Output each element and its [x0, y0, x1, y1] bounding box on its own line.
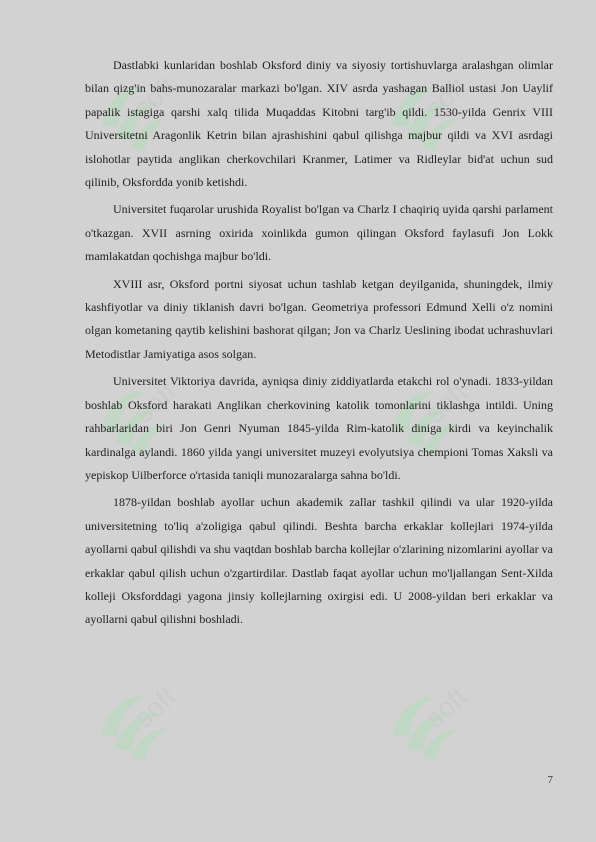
watermark-text: soft — [127, 70, 182, 124]
paragraph: Universitet fuqarolar urushida Royalist bo'lgan va Charlz I chaqiriq uyida qarshi parlament o'tkazgan. XVII asrning oxirida xoinlikda gumon qilingan Oksford faylasufi Jon Lokk mamlakatdan qochishga majbur bo'ldi. — [85, 202, 553, 264]
green-logo-watermark-icon — [64, 650, 214, 800]
paragraph: 1878-yildan boshlab ayollar uchun akademik zallar tashkil qilindi va ular 1920-yilda universitetning to'liq a'zoligiga qabul qilindi. Beshta barcha erkaklar kollejlari 1974-yilda ayollarni qabul qilishdi va shu vaqtdan boshlab barcha kollejlar o'zlarining nizomlarini ayollar va erkaklar qabul qilish uchun o'zgartirdilar. Dastlab faqat ayollar uchun mo'ljallangan Sent-Xilda kolleji Oksforddagi yagona jinsiy kollejlarning oxirgisi edi. U 2008-yildan beri erkaklar va ayollarni qabul qilishni boshladi. — [85, 495, 553, 627]
paragraph: Universitet Viktoriya davrida, ayniqsa diniy ziddiyatlarda etakchi rol o'ynadi. 1833-yildan boshlab Oksford harakati Anglikan cherkovining katolik tomonlarini tiklashga intildi. Uning rahbarlaridan biri Jon Genri Nyuman 1845-yilda Rim-katolik diniga kirdi va keyinchalik kardinalga aylandi. 1860 yilda yangi universitet muzeyi evolyutsiya chempioni Tomas Xaksli va yepiskop Uilberforce o'rtasida taniqli munozaralarga sahna bo'ldi. — [85, 374, 553, 482]
watermark-text: soft — [418, 70, 473, 124]
document-body — [85, 54, 553, 636]
page-number: 7 — [547, 774, 553, 786]
watermark-text: soft — [418, 375, 473, 429]
watermark-text: soft — [418, 680, 473, 734]
green-logo-watermark-icon — [355, 650, 505, 800]
watermark-text: soft — [127, 375, 182, 429]
paragraph: XVIII asr, Oksford portni siyosat uchun tashlab ketgan deyilganida, shuningdek, ilmiy kashfiyotlar va diniy tiklanish davri bo'lgan. Geometriya professori Edmund Xelli o'z nomini olgan kometaning qaytib kelishini bashorat qilgan; Jon va Charlz Ueslining ibodat uchrashuvlari Metodistlar Jamiyatiga asos solgan. — [85, 276, 553, 361]
paragraph: Dastlabki kunlaridan boshlab Oksford diniy va siyosiy tortishuvlarga aralashgan olimlar bilan qizg'in bahs-munozaralar markazi bo'lgan. XIV asrda yashagan Balliol ustasi Jon Uaylif papalik istagiga qarshi xalq tilida Muqaddas Kitobni targ'ib qildi. 1530-yilda Genrix VIII Universitetni Aragonlik Ketrin bilan ajrashishini qabul qilishga majbur qildi va XVI asrdagi islohotlar paytida anglikan cherkovchilari Kranmer, Latimer va Ridleylar bid'at uchun sud qilinib, Oksfordda yonib ketishdi. — [85, 58, 553, 190]
watermark-text: soft — [127, 680, 182, 734]
